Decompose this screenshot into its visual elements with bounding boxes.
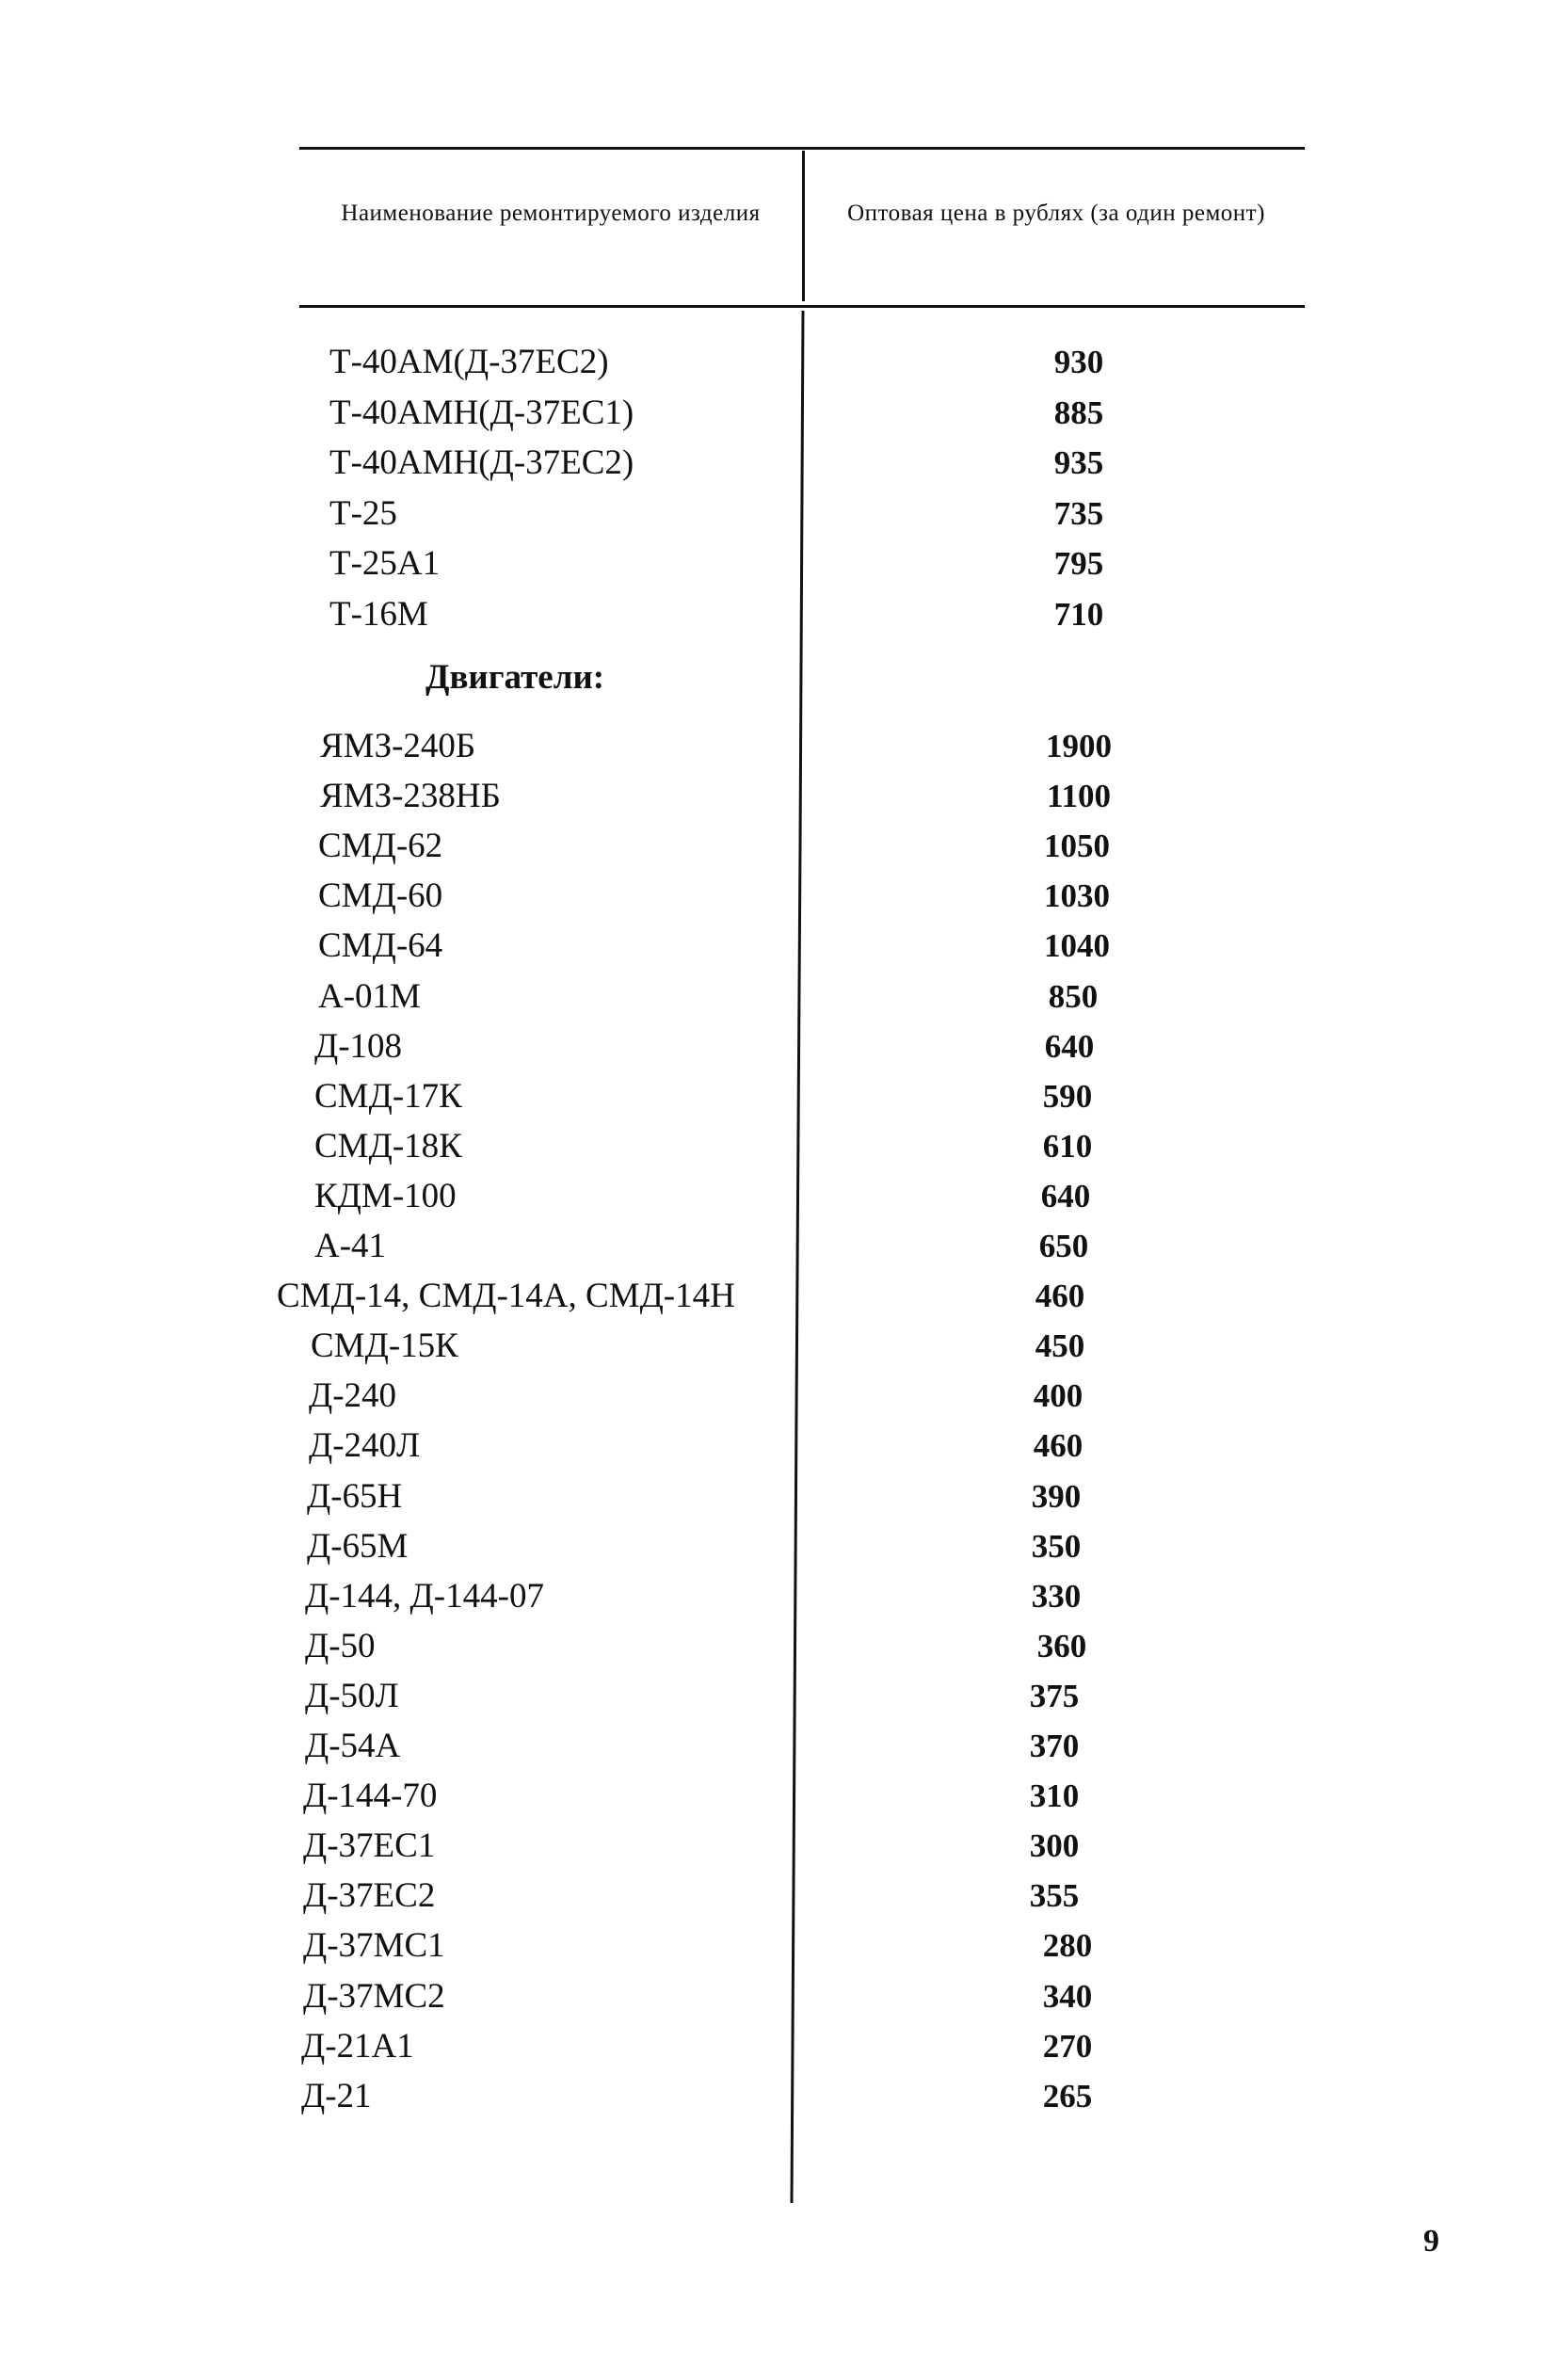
table-row [0,1323,1557,1370]
table-row [0,1623,1557,1670]
item-price: 460 [1033,1427,1083,1465]
item-name: Д-37МС2 [303,1976,445,2016]
item-name: Д-37МС1 [303,1926,445,1966]
item-price: 795 [1053,545,1104,582]
item-name: ЯМЗ-240Б [320,727,476,765]
table-row [0,723,1557,770]
item-name: СМД-64 [318,926,443,966]
item-name: Д-21 [301,2076,372,2115]
table-row [0,773,1557,820]
header-item-name: Наименование ремонтируемого изделия [341,201,761,226]
item-price: 340 [1042,1977,1093,2015]
table-row [0,1773,1557,1820]
item-price: 375 [1029,1677,1080,1714]
table-row [0,1973,1557,2020]
item-price: 610 [1042,1127,1093,1165]
table-row [0,1123,1557,1170]
item-price: 280 [1042,1927,1093,1965]
item-price: 460 [1035,1278,1085,1315]
item-name: Д-50Л [305,1676,399,1715]
table-row [0,1173,1557,1220]
item-price: 300 [1029,1827,1080,1865]
item-name: СМД-15К [311,1327,458,1366]
item-price: 710 [1053,595,1104,633]
item-price: 450 [1035,1327,1085,1365]
item-price: 310 [1029,1777,1080,1815]
item-price: 935 [1053,444,1104,481]
item-price: 640 [1040,1177,1091,1214]
item-price: 330 [1031,1577,1082,1615]
table-row [0,1223,1557,1270]
item-price: 850 [1048,977,1099,1015]
item-name: СМД-14, СМД-14А, СМД-14Н [277,1277,735,1316]
table-row [0,540,1557,587]
table-row [0,2073,1557,2120]
page-number: 9 [1423,2224,1439,2259]
table-row [0,1922,1557,1970]
table-row [0,1473,1557,1520]
item-price: 355 [1029,1877,1080,1915]
table-row [0,1373,1557,1420]
item-name: Т-25А1 [329,544,441,583]
item-name: Т-40АМ(Д-37ЕС2) [329,343,609,381]
item-price: 1030 [1044,877,1110,915]
table-row [0,873,1557,920]
table-row [0,440,1557,487]
table-row [0,1823,1557,1870]
item-name: СМД-60 [318,876,443,916]
item-name: Т-40АМН(Д-37ЕС1) [329,393,634,432]
table-row [0,923,1557,970]
table-row [0,339,1557,386]
item-name: Д-144-70 [303,1777,438,1816]
item-name: СМД-17К [314,1076,462,1116]
table-row [0,1523,1557,1570]
table-row [0,390,1557,437]
item-price: 1050 [1044,828,1110,865]
table-row [0,2023,1557,2070]
item-name: СМД-18К [314,1126,462,1166]
table-row [0,1423,1557,1470]
item-name: Д-65М [307,1526,409,1566]
table-row [0,1723,1557,1770]
table-row [0,1023,1557,1070]
item-price: 650 [1038,1228,1089,1264]
item-name: Д-108 [314,1026,403,1066]
item-name: Д-37ЕС2 [303,1876,436,1916]
table-row [0,1273,1557,1320]
item-name: Т-16М [329,594,428,634]
item-price: 1900 [1046,728,1112,764]
item-price: 590 [1042,1077,1093,1115]
table-row [0,1673,1557,1720]
item-name: Т-25 [329,493,397,533]
item-name: Д-144, Д-144-07 [305,1576,544,1616]
table-row [0,1873,1557,1920]
item-name: Д-240Л [309,1426,421,1466]
table-row [0,1573,1557,1620]
header-wholesale-price: Оптовая цена в рублях (за один ремонт) [847,201,1265,226]
table-row [0,973,1557,1021]
item-name: А-41 [314,1227,387,1265]
item-price: 265 [1042,2077,1093,2115]
item-name: Д-240 [309,1376,397,1416]
item-name: ЯМЗ-238НБ [320,777,501,816]
item-name: Д-37ЕС1 [303,1826,436,1866]
item-price: 400 [1033,1377,1083,1415]
item-name: Д-50 [305,1626,376,1665]
table-row [0,1073,1557,1120]
item-price: 370 [1029,1728,1080,1764]
table-row [0,823,1557,870]
table-row [0,490,1557,538]
item-name: КДМ-100 [314,1176,457,1215]
item-name: А-01М [318,976,421,1016]
item-price: 390 [1031,1477,1082,1515]
item-price: 350 [1031,1527,1082,1565]
item-price: 930 [1053,344,1104,380]
item-price: 640 [1044,1027,1095,1065]
section-title-engines: Двигатели: [425,658,605,697]
item-name: СМД-62 [318,827,443,866]
item-price: 360 [1036,1627,1087,1664]
item-price: 735 [1053,494,1104,532]
item-name: Т-40АМН(Д-37ЕС2) [329,443,634,482]
item-name: Д-21А1 [301,2026,414,2066]
item-price: 1040 [1044,927,1110,965]
item-price: 1100 [1046,778,1112,815]
item-name: Д-65Н [307,1476,403,1516]
item-price: 270 [1042,2027,1093,2065]
item-price: 885 [1053,394,1104,431]
item-name: Д-54А [305,1727,401,1765]
table-row [0,591,1557,638]
